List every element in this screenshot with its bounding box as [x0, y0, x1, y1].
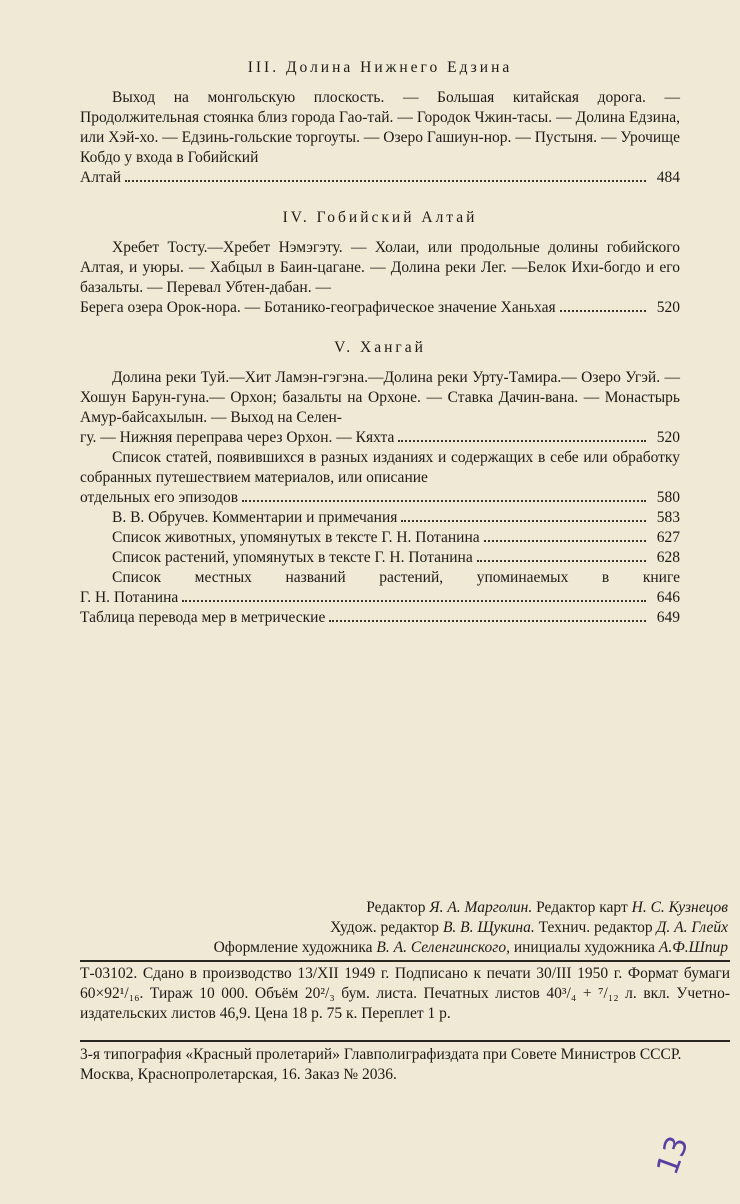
entry-text: Список статей, появившихся в разных изданиях и содержащих в себе или обработку собранных путешествием материалов, или описание — [80, 449, 680, 486]
toc-line-text: отдельных его эпизодов — [80, 489, 239, 506]
section-title: V. Хангай — [334, 339, 426, 356]
credit-person: А.Ф.Шпир — [658, 939, 728, 956]
section-4 — [80, 208, 680, 318]
section-text: Долина реки Туй.—Хит Ламэн-гэгэна.—Долина реки Урту-Тамира.— Озеро Угэй. — Хошун Барун-гуна.— Орхон; базальты на Орхоне. — Ставка Дачин-вана. — Монастырь Амур-байсахылын. — Выход на Селен- — [80, 369, 680, 426]
entry-text: Список местных названий растений, упоминаемых в книге — [112, 569, 680, 586]
divider — [80, 1040, 730, 1042]
toc-line — [80, 548, 680, 568]
toc-entry — [80, 548, 680, 568]
toc-entry — [80, 448, 680, 508]
credit-role: Оформление художника — [213, 939, 373, 956]
section-text: Хребет Тосту.—Хребет Нэмэгэту. — Холаи, или продольные долины гобийского Алтая, и уюры. — Хабцыл в Баин-цагане. — Долина реки Лег. —Белок Ихи-богдо и его базальты. — Перевал Убтен-дабан. — — [80, 239, 680, 296]
credit-person: Н. С. Кузнецов — [631, 899, 728, 916]
toc-entry — [80, 508, 680, 528]
toc-line — [80, 588, 680, 608]
imprint-text: Т-03102. Сдано в производство 13/XII 1949 г. Подписано к печати 30/III 1950 г. Формат бумаги 60×92¹/₁₆. Тираж 10 000. Объём 20²/₃ бум. листа. Печатных листов 40³/₄ + ⁷/₁₂ л. вкл. Учетно-издательских листов 46,9. Цена 18 р. 75 к. Переплет 1 р. — [80, 965, 730, 1022]
dot-leader — [182, 600, 646, 602]
toc-line-text: В. В. Обручев. Комментарии и примечания — [112, 509, 398, 526]
credit-role: Худож. редактор — [330, 919, 440, 936]
toc-line — [80, 508, 680, 528]
credit-person: В. В. Щукина. — [442, 919, 535, 936]
section-title: IV. Гобийский Алтай — [282, 209, 478, 226]
toc-entry — [80, 568, 680, 608]
imprint — [80, 964, 730, 1024]
section-title: III. Долина Нижнего Едзина — [247, 59, 513, 76]
section-3 — [80, 58, 680, 188]
page-number: 520 — [656, 429, 680, 446]
dot-leader — [484, 540, 646, 542]
credit-person: Я. А. Марголин. — [429, 899, 533, 916]
page-number: 484 — [656, 169, 680, 186]
printer-text: 3-я типография «Красный пролетарий» Главполиграфиздата при Совете Министров СССР. Москва, Краснопролетарская, 16. Заказ № 2036. — [80, 1046, 682, 1083]
toc-line — [80, 608, 680, 628]
toc-entry — [80, 528, 680, 548]
toc-line-text: Список животных, упомянутых в тексте Г. Н. Потанина — [112, 529, 480, 546]
toc-line-text: Алтай — [80, 169, 122, 186]
credit-role: Редактор — [366, 899, 426, 916]
credit-person: В. А. Селенгинского, — [376, 939, 510, 956]
credit-role: Редактор карт — [536, 899, 628, 916]
credits-line-2 — [80, 918, 728, 938]
dot-leader — [401, 520, 646, 522]
credit-role: Технич. редактор — [538, 919, 653, 936]
section-text: Выход на монгольскую плоскость. — Большая китайская дорога. — Продолжительная стоянка близ города Гао-тай. — Городок Чжин-тасы. — Долина Едзина, или Хэй-хо. — Едзинь-гольские торгоуты. — Озеро Гашиун-нор. — Пустыня. — Урочище Кобдо у входа в Гобийский — [80, 89, 680, 166]
toc-line-text: Таблица перевода мер в метрические — [80, 609, 326, 626]
credit-person: Д. А. Глейх — [656, 919, 728, 936]
page-number: 646 — [656, 589, 680, 606]
dot-leader — [125, 180, 646, 182]
page-number: 583 — [656, 509, 680, 526]
dot-leader — [398, 440, 646, 442]
toc-entry — [80, 608, 680, 628]
toc-line — [80, 428, 680, 448]
printer-info — [80, 1045, 730, 1085]
credits-line-3 — [80, 938, 728, 958]
page-number: 520 — [656, 299, 680, 316]
page-number: 649 — [656, 609, 680, 626]
dot-leader — [477, 560, 646, 562]
divider — [80, 960, 730, 962]
dot-leader — [242, 500, 646, 502]
toc-line-text: Берега озера Орок-нора. — Ботанико-географическое значение Ханьхая — [80, 299, 556, 316]
handwritten-mark: 13 — [650, 1131, 697, 1180]
credits — [80, 898, 728, 958]
dot-leader — [560, 310, 646, 312]
toc-line — [80, 528, 680, 548]
toc-line-text: гу. — Нижняя переправа через Орхон. — Кяхта — [80, 429, 395, 446]
toc-line-text: Г. Н. Потанина — [80, 589, 179, 606]
dot-leader — [329, 620, 646, 622]
toc-line — [80, 298, 680, 318]
section-5 — [80, 338, 680, 628]
credit-role: инициалы художника — [513, 939, 656, 956]
toc-line — [80, 168, 680, 188]
table-of-contents — [80, 58, 680, 628]
page-number: 628 — [656, 549, 680, 566]
toc-line-text: Список растений, упомянутых в тексте Г. Н. Потанина — [112, 549, 473, 566]
page-number: 580 — [656, 489, 680, 506]
page-number: 627 — [656, 529, 680, 546]
toc-line — [80, 488, 680, 508]
credits-line-1 — [80, 898, 728, 918]
